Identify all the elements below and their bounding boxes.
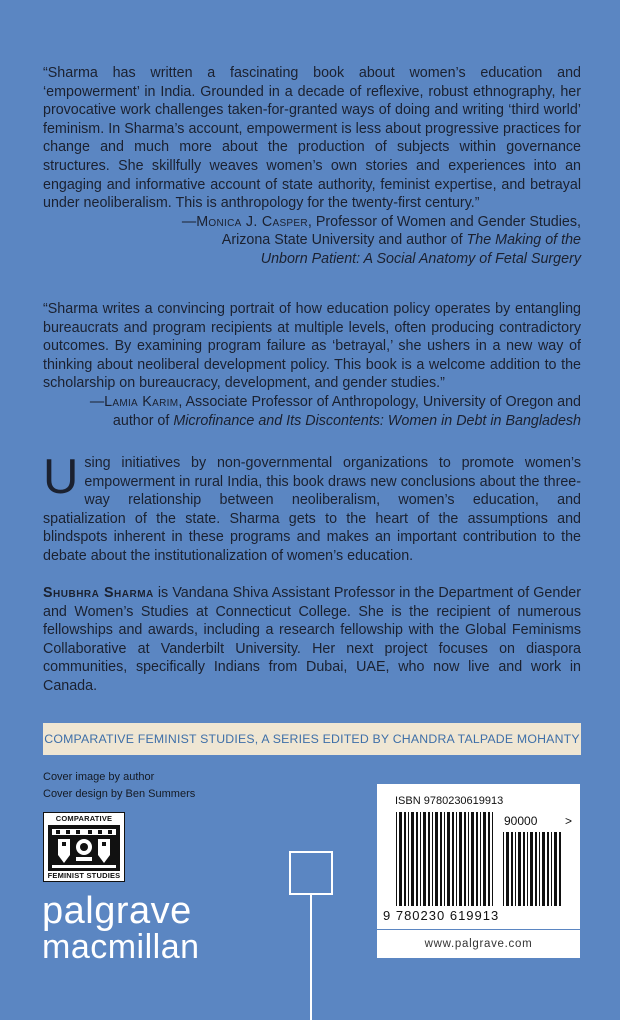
endorsement-text: “Sharma writes a convincing portrait of how education policy operates by entangling bureaucrats and program recipients at multiple levels, often producing contradictory outcomes. By examining program failure as ‘betrayal,’ she ushers in a new way of thinking about neoliberal development policy. This book is a welcome addition to the scholarship on bureaucracy, development, and gender studies.”	[43, 301, 581, 392]
book-title: The Making of the	[466, 232, 581, 249]
series-logo-bottom-text: FEMINIST STUDIES	[47, 871, 121, 880]
author-name: Shubhra Sharma	[43, 585, 154, 601]
publisher-name-line1: palgrave	[42, 890, 192, 932]
endorsement-text: “Sharma has written a fascinating book about women’s education and ‘empowerment’ in India. Grounded in a decade of reflexive, robust ethnography, her provocative work challenges taken-for-granted ways of doing and writing ‘third world’ feminism. In Sharma’s account, empowerment is less about progressive practices for change and much more about the production of subjects within governance structures. She skillfully weaves women’s own stories and experiences into an engaging and informative account of state authority, feminist expertise, and betrayal under neoliberalism. This is anthropology for the twenty-first century.”	[43, 65, 581, 212]
publisher-url: www.palgrave.com	[377, 930, 580, 958]
endorsement-attribution-line2: Arizona State University and author of The Making of the	[221, 232, 581, 249]
endorsement-attribution-line2: author of Microfinance and Its Discontents: Women in Debt in Bangladesh	[112, 412, 581, 429]
endorsement-attribution: —Lamia Karim, Associate Professor of Anthropology, University of Oregon and	[89, 393, 581, 410]
endorsement-karim	[43, 300, 581, 430]
author-bio-text: is Vandana Shiva Assistant Professor in the Department of Gender and Women’s Studies at Connecticut College. She is the recipient of numerous fellowships and awards, including a research fellowship with the Global Feminisms Collaborative at Vanderbilt University. Her next project focuses on diaspora communities, specifically Indians from Dubai, UAE, who now live and work in Canada.	[43, 585, 581, 694]
isbn-digits: 9 780230 619913	[383, 908, 500, 923]
publisher-name-line2: macmillan	[42, 928, 200, 966]
price-marker: >	[565, 814, 573, 828]
series-logo-top-text: COMPARATIVE	[55, 814, 113, 823]
cover-credits	[43, 769, 195, 803]
decorative-square	[289, 851, 333, 895]
series-logo	[43, 812, 125, 882]
series-banner: COMPARATIVE FEMINIST STUDIES, A SERIES EDITED BY CHANDRA TALPADE MOHANTY	[43, 723, 581, 755]
isbn-label: ISBN 9780230619913	[395, 795, 504, 807]
barcode-main-icon	[396, 812, 494, 906]
drop-cap: U	[43, 450, 79, 504]
series-logo-emblem-icon	[48, 825, 120, 871]
publisher-logo	[42, 890, 200, 966]
endorser-name: Monica J. Casper	[196, 213, 308, 230]
endorsement-attribution: —Monica J. Casper, Professor of Women and Gender Studies,	[181, 213, 581, 230]
endorsement-casper	[43, 64, 581, 269]
decorative-line	[310, 895, 312, 1020]
cover-image-credit: Cover image by author	[43, 771, 155, 783]
book-title: Microfinance and Its Discontents: Women in Debt in Bangladesh	[173, 412, 581, 429]
barcode-panel	[377, 784, 580, 929]
book-description	[43, 450, 581, 566]
author-bio	[43, 584, 581, 696]
book-title-continued: Unborn Patient: A Social Anatomy of Fetal Surgery	[260, 250, 581, 267]
barcode-addon-icon	[503, 832, 563, 906]
endorser-name: Lamia Karim	[104, 393, 179, 410]
description-text: sing initiatives by non-governmental organizations to promote women’s empowerment in rural India, this book draws new conclusions about the three-way relationship between neoliberalism, women’s education, and spatialization of the state. Sharma gets to the heart of the assumptions and blindspots inherent in these programs and makes an important contribution to the debate about the institutionalization of women’s education.	[43, 455, 581, 564]
cover-design-credit: Cover design by Ben Summers	[43, 788, 196, 800]
price-code: 90000	[504, 814, 538, 828]
